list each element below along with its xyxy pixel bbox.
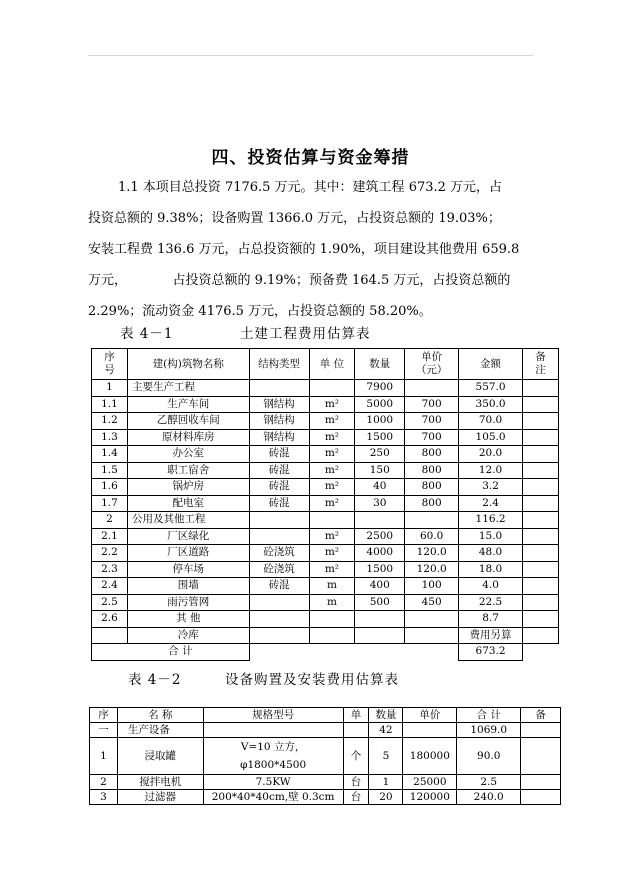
paragraph-line: 投资总额的 9.38%；设备购置 1366.0 万元，占投资总额的 19.03%；: [88, 211, 501, 226]
row-no: 1.1: [92, 396, 128, 413]
row-amount: 15.0: [459, 528, 523, 545]
row-quantity: 5000: [355, 396, 405, 413]
total-value: 673.2: [459, 644, 523, 661]
row-unit: m²: [309, 446, 355, 463]
header-structure: 结构类型: [249, 349, 309, 380]
row-unit: m²: [309, 479, 355, 496]
row-unit: m²: [309, 396, 355, 413]
row-structure: 砖混: [249, 446, 309, 463]
row-unit: 个: [343, 738, 369, 775]
table1-caption-number: 表 4－1: [120, 326, 174, 342]
row-structure: 砖混: [249, 578, 309, 595]
header-note: 备: [521, 708, 561, 723]
table2-header-row: [90, 708, 561, 723]
table-row: [92, 528, 559, 545]
row-unit-price: 120000: [403, 790, 457, 805]
row-quantity: 5: [369, 738, 403, 775]
header-spec: 规格型号: [203, 708, 343, 723]
row-structure: [249, 627, 309, 644]
row-unit: [309, 627, 355, 644]
row-no: 1.4: [92, 446, 128, 463]
row-no: 1: [90, 738, 118, 775]
row-spec: 200*40*40cm,壁 0.3cm: [203, 790, 343, 805]
header-unit: 单: [343, 708, 369, 723]
row-structure: 砖混: [249, 479, 309, 496]
row-name: 配电室: [127, 495, 249, 512]
row-unit: m²: [309, 561, 355, 578]
row-no: 1.2: [92, 413, 128, 430]
row-name: 公用及其他工程: [127, 512, 249, 529]
table-row: [92, 512, 559, 529]
table-row: [92, 413, 559, 430]
row-note: [522, 413, 558, 430]
row-quantity: [355, 611, 405, 628]
civil-works-cost-table: [91, 348, 559, 661]
table-row: [92, 462, 559, 479]
row-quantity: 42: [369, 723, 403, 738]
row-total: 1069.0: [457, 723, 521, 738]
row-amount: 18.0: [459, 561, 523, 578]
row-quantity: 150: [355, 462, 405, 479]
table-row: [92, 446, 559, 463]
row-unit: [309, 380, 355, 397]
row-unit: [309, 611, 355, 628]
row-structure: [249, 594, 309, 611]
row-structure: [249, 611, 309, 628]
row-amount: 48.0: [459, 545, 523, 562]
row-spec: 7.5KW: [203, 775, 343, 790]
row-note: [521, 790, 561, 805]
row-structure: 砼浇筑: [249, 545, 309, 562]
row-unit-price: 800: [405, 446, 459, 463]
row-structure: [249, 380, 309, 397]
row-quantity: 1500: [355, 429, 405, 446]
row-no: 2.5: [92, 594, 128, 611]
header-name: 名 称: [117, 708, 203, 723]
row-total: 90.0: [457, 738, 521, 775]
header-unit: 单 位: [309, 349, 355, 380]
row-note: [522, 446, 558, 463]
table-row: [92, 578, 559, 595]
row-structure: [249, 512, 309, 529]
row-unit: m²: [309, 545, 355, 562]
row-no: 1: [92, 380, 128, 397]
row-spec: [203, 723, 343, 738]
row-unit: 台: [343, 790, 369, 805]
header-total: 合 计: [457, 708, 521, 723]
row-unit-price: 450: [405, 594, 459, 611]
row-unit: [309, 512, 355, 529]
investment-paragraph: [88, 172, 558, 327]
table-row: [92, 545, 559, 562]
row-quantity: 250: [355, 446, 405, 463]
header-quantity: 数量: [369, 708, 403, 723]
row-note: [522, 495, 558, 512]
row-no: 2.3: [92, 561, 128, 578]
row-amount: 费用另算: [459, 627, 523, 644]
row-note: [522, 512, 558, 529]
row-structure: 钢结构: [249, 396, 309, 413]
row-quantity: 7900: [355, 380, 405, 397]
header-quantity: 数量: [355, 349, 405, 380]
row-unit-price: 800: [405, 479, 459, 496]
table-row: [92, 594, 559, 611]
row-no: 2: [92, 512, 128, 529]
row-name: 主要生产工程: [127, 380, 249, 397]
row-unit-price: [405, 512, 459, 529]
row-spec-line1: V=10 立方，: [240, 740, 306, 753]
row-quantity: 1000: [355, 413, 405, 430]
row-no: 2.2: [92, 545, 128, 562]
row-unit: m²: [309, 462, 355, 479]
header-note: 备注: [522, 349, 558, 380]
row-note: [521, 738, 561, 775]
row-note: [522, 561, 558, 578]
row-no: 1.3: [92, 429, 128, 446]
table-row: [92, 561, 559, 578]
row-amount: 22.5: [459, 594, 523, 611]
row-name: 锅炉房: [127, 479, 249, 496]
row-name: 搅拌电机: [117, 775, 203, 790]
row-note: [522, 380, 558, 397]
row-name: 原材料库房: [127, 429, 249, 446]
row-unit-price: [405, 627, 459, 644]
table1-caption-title: 土建工程费用估算表: [240, 326, 371, 342]
row-name: 过滤器: [117, 790, 203, 805]
row-unit-price: 25000: [403, 775, 457, 790]
row-unit: 台: [343, 775, 369, 790]
row-name: 生产车间: [127, 396, 249, 413]
row-unit: m: [309, 578, 355, 595]
table-row: [90, 723, 561, 738]
row-structure: 砖混: [249, 462, 309, 479]
equipment-cost-table: [89, 707, 561, 805]
row-no: 3: [90, 790, 118, 805]
row-no: 2.6: [92, 611, 128, 628]
table-row: [92, 380, 559, 397]
paragraph-line: 2.29%；流动资金 4176.5 万元，占投资总额的 58.20%。: [88, 304, 432, 319]
row-spec: [203, 738, 343, 775]
row-no: 一: [90, 723, 118, 738]
table-row: [92, 627, 559, 644]
row-total: 240.0: [457, 790, 521, 805]
row-name: 其 他: [127, 611, 249, 628]
row-note: [522, 396, 558, 413]
row-amount: 4.0: [459, 578, 523, 595]
row-name: 停车场: [127, 561, 249, 578]
row-amount: 8.7: [459, 611, 523, 628]
row-quantity: [355, 512, 405, 529]
row-unit-price: 700: [405, 413, 459, 430]
row-unit-price: [405, 611, 459, 628]
row-unit-price: 60.0: [405, 528, 459, 545]
row-name: 乙醇回收车间: [127, 413, 249, 430]
paragraph-line: 万元， 占投资总额的 9.19%；预备费 164.5 万元，占投资总额的: [88, 273, 511, 288]
row-name: 冷库: [127, 627, 249, 644]
row-note: [521, 723, 561, 738]
header-no: 序: [90, 708, 118, 723]
row-note: [522, 578, 558, 595]
row-amount: 557.0: [459, 380, 523, 397]
table-row: [90, 790, 561, 805]
header-amount: 金额: [459, 349, 523, 380]
row-structure: [249, 528, 309, 545]
row-spec-line2: φ1800*4500: [240, 758, 307, 771]
table-row: [92, 396, 559, 413]
row-amount: 3.2: [459, 479, 523, 496]
header-rule: [88, 55, 533, 56]
row-note: [522, 429, 558, 446]
paragraph-line: 安装工程费 136.6 万元，占总投资额的 1.90%，项目建设其他费用 659.8: [88, 242, 520, 257]
table1-header-row: [92, 349, 559, 380]
row-note: [522, 627, 558, 644]
row-structure: 钢结构: [249, 429, 309, 446]
row-quantity: 1500: [355, 561, 405, 578]
row-name: 办公室: [127, 446, 249, 463]
row-no: 2: [90, 775, 118, 790]
row-no: 1.7: [92, 495, 128, 512]
row-name: 浸取罐: [117, 738, 203, 775]
row-amount: 2.4: [459, 495, 523, 512]
row-no: 2.4: [92, 578, 128, 595]
row-name: 围墙: [127, 578, 249, 595]
row-amount: 105.0: [459, 429, 523, 446]
row-quantity: 2500: [355, 528, 405, 545]
row-structure: 砼浇筑: [249, 561, 309, 578]
table-row: [92, 611, 559, 628]
row-no: 1.6: [92, 479, 128, 496]
row-unit-price: 180000: [403, 738, 457, 775]
header-unit-price: 单价（元）: [405, 349, 459, 380]
row-no: [92, 627, 128, 644]
row-amount: 350.0: [459, 396, 523, 413]
table-row: [92, 495, 559, 512]
row-note: [521, 775, 561, 790]
table1-total-row: [92, 644, 559, 661]
row-quantity: 30: [355, 495, 405, 512]
row-amount: 70.0: [459, 413, 523, 430]
row-unit-price: 120.0: [405, 561, 459, 578]
row-note: [522, 545, 558, 562]
table-row: [90, 775, 561, 790]
row-unit-price: 700: [405, 429, 459, 446]
row-unit: m²: [309, 413, 355, 430]
row-note: [522, 528, 558, 545]
header-name: 建(构)筑物名称: [127, 349, 249, 380]
row-structure: 钢结构: [249, 413, 309, 430]
row-no: 1.5: [92, 462, 128, 479]
row-amount: 20.0: [459, 446, 523, 463]
row-name: 生产设备: [117, 723, 203, 738]
row-total: 2.5: [457, 775, 521, 790]
row-quantity: [355, 627, 405, 644]
total-label: 合 计: [92, 644, 250, 661]
row-unit-price: [405, 380, 459, 397]
row-unit-price: 700: [405, 396, 459, 413]
row-amount: 116.2: [459, 512, 523, 529]
row-quantity: 1: [369, 775, 403, 790]
row-quantity: 40: [355, 479, 405, 496]
row-quantity: 400: [355, 578, 405, 595]
row-quantity: 500: [355, 594, 405, 611]
table-row: [92, 479, 559, 496]
row-name: 雨污管网: [127, 594, 249, 611]
row-unit-price: 100: [405, 578, 459, 595]
row-unit: m²: [309, 495, 355, 512]
row-unit-price: 800: [405, 462, 459, 479]
table-row: [92, 429, 559, 446]
table2-caption-title: 设备购置及安装费用估算表: [225, 672, 399, 688]
row-note: [522, 611, 558, 628]
row-name: 厂区道路: [127, 545, 249, 562]
row-note: [522, 594, 558, 611]
row-unit: m²: [309, 429, 355, 446]
row-name: 职工宿舍: [127, 462, 249, 479]
row-note: [522, 462, 558, 479]
row-unit-price: [403, 723, 457, 738]
row-no: 2.1: [92, 528, 128, 545]
paragraph-line: 1.1 本项目总投资 7176.5 万元。其中：建筑工程 673.2 万元，占: [118, 180, 503, 195]
row-structure: 砖混: [249, 495, 309, 512]
table-row: [90, 738, 561, 775]
row-note: [522, 479, 558, 496]
row-unit: [343, 723, 369, 738]
header-unit-price: 单价: [403, 708, 457, 723]
row-amount: 12.0: [459, 462, 523, 479]
row-unit-price: 800: [405, 495, 459, 512]
row-unit: m²: [309, 528, 355, 545]
header-no: 序号: [92, 349, 128, 380]
row-unit: m: [309, 594, 355, 611]
section-title: 四、投资估算与资金筹措: [211, 148, 410, 168]
table2-caption-number: 表 4－2: [128, 672, 182, 688]
row-quantity: 20: [369, 790, 403, 805]
row-unit-price: 120.0: [405, 545, 459, 562]
row-name: 厂区绿化: [127, 528, 249, 545]
row-quantity: 4000: [355, 545, 405, 562]
